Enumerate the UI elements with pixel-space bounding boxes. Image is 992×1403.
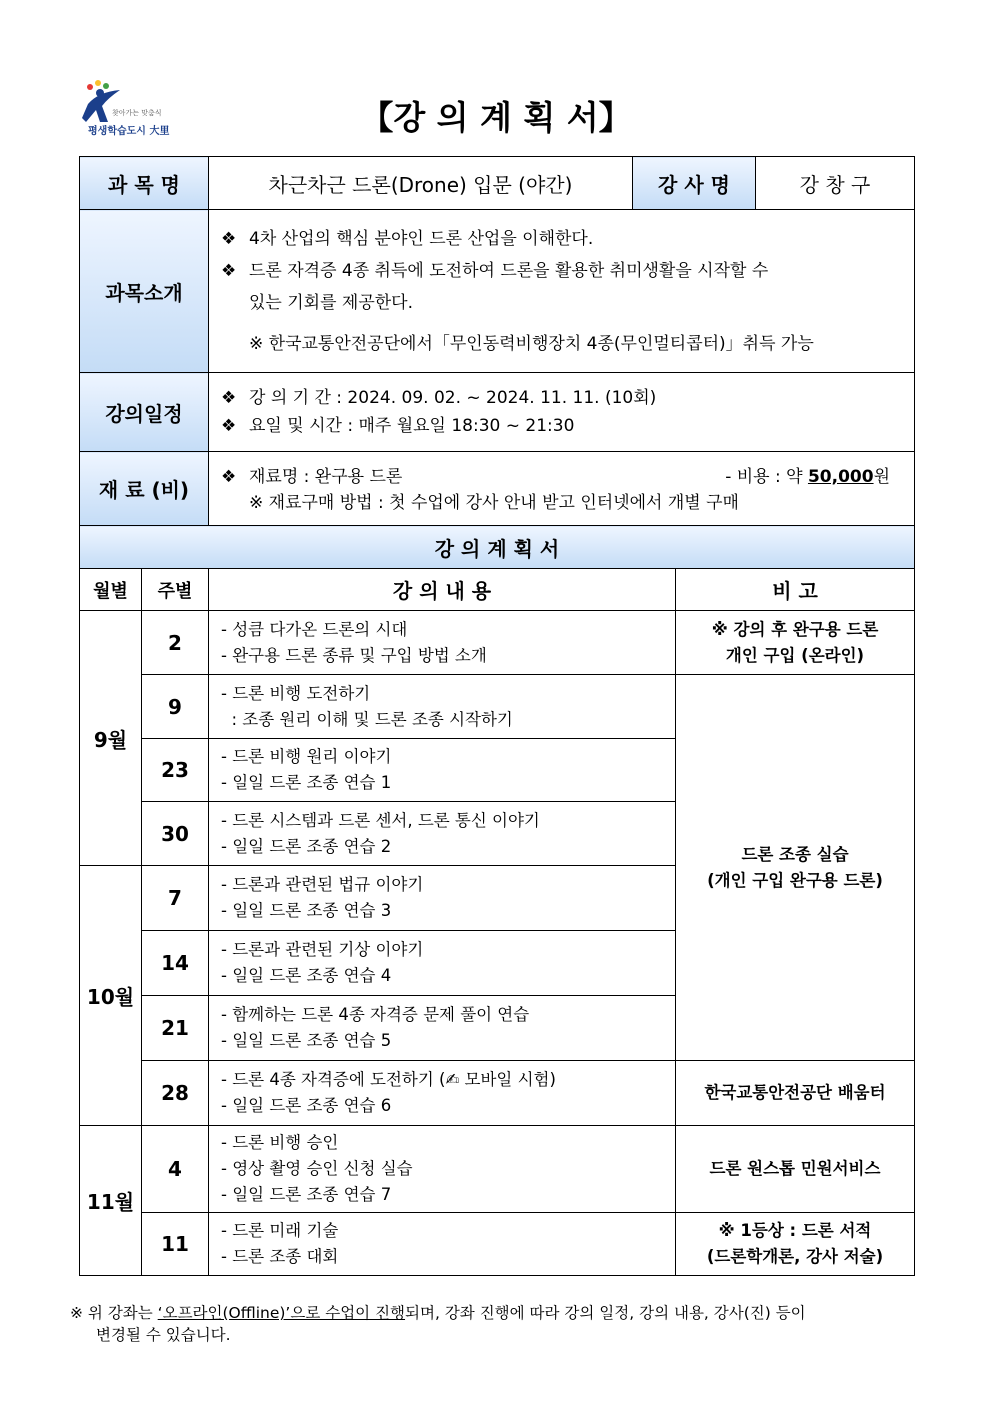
week-cell: 7	[142, 866, 209, 931]
table-row	[80, 1061, 915, 1126]
schedule-content: ❖ 강 의 기 간 : 2024. 09. 02. ~ 2024. 11. 11. (10회) ❖ 요일 및 시간 : 매주 월요일 18:30 ~ 21:30	[209, 373, 915, 452]
month-cell: 11월	[80, 1126, 142, 1276]
schedule-label: 강의일정	[80, 373, 209, 452]
instructor-value: 강 창 구	[756, 157, 915, 210]
footer-underlined: ‘오프라인(Offline)’으로 수업이 진행	[157, 1304, 406, 1322]
content-cell: - 드론 비행 승인 - 영상 촬영 승인 신청 실습 - 일일 드론 조종 연습 7	[209, 1126, 676, 1213]
material-label: 재 료 (비)	[80, 452, 209, 526]
col-week: 주별	[142, 569, 209, 611]
content-cell: - 함께하는 드론 4종 자격증 문제 풀이 연습 - 일일 드론 조종 연습 5	[209, 996, 676, 1061]
intro-bullet: ❖ 드론 자격증 4종 취득에 도전하여 드론을 활용한 취미생활을 시작할 수	[221, 255, 914, 287]
content-cell: - 드론 시스템과 드론 센서, 드론 통신 이야기 - 일일 드론 조종 연습 2	[209, 802, 676, 866]
intro-line-2b: 있는 기회를 제공한다.	[249, 293, 414, 313]
week-cell: 23	[142, 739, 209, 802]
material-note: ※ 재료구매 방법 : 첫 수업에 강사 안내 받고 인터넷에서 개별 구매	[249, 492, 739, 513]
material-content: ❖ 재료명 : 완구용 드론 - 비용 : 약 50,000원 ※ 재료구매 방법 : 첫 수업에 강사 안내 받고 인터넷에서 개별 구매	[209, 452, 915, 526]
intro-label: 과목소개	[80, 210, 209, 373]
week-cell: 2	[142, 611, 209, 675]
remark-cell: 한국교통안전공단 배움터	[676, 1061, 915, 1126]
subject-label: 과 목 명	[80, 157, 209, 210]
schedule-period: 강 의 기 간 : 2024. 09. 02. ~ 2024. 11. 11. (10회)	[249, 388, 657, 408]
intro-line-1: 4차 산업의 핵심 분야인 드론 산업을 이해한다.	[249, 229, 594, 249]
remark-cell: 드론 조종 실습 (개인 구입 완구용 드론)	[676, 675, 915, 1061]
footer-note: ※ 위 강좌는 ‘오프라인(Offline)’으로 수업이 진행되며, 강좌 진행에 따라 강의 일정, 강의 내용, 강사(진) 등이 변경될 수 있습니다.	[70, 1302, 920, 1346]
material-cost: - 비용 : 약 50,000원	[725, 466, 890, 487]
month-cell: 10월	[80, 866, 142, 1126]
content-cell: - 드론과 관련된 법규 이야기 - 일일 드론 조종 연습 3	[209, 866, 676, 931]
month-cell: 9월	[80, 611, 142, 866]
logo-slogan: 찾아가는 맞춤식	[112, 109, 162, 117]
week-cell: 28	[142, 1061, 209, 1126]
intro-bullet-cont	[221, 287, 914, 319]
instructor-label: 강 사 명	[633, 157, 756, 210]
content-cell: - 드론과 관련된 기상 이야기 - 일일 드론 조종 연습 4	[209, 931, 676, 996]
intro-bullet: ❖ 4차 산업의 핵심 분야인 드론 산업을 이해한다.	[221, 223, 914, 255]
logo-name: 평생학습도시 大里	[88, 126, 170, 137]
intro-note: ※ 한국교통안전공단에서「무인동력비행장치 4종(무인멀티콥터)」취득 가능	[249, 334, 814, 354]
course-info-table	[79, 156, 915, 569]
plan-table	[79, 568, 915, 1276]
remark-cell: 드론 원스톱 민원서비스	[676, 1126, 915, 1213]
week-cell: 9	[142, 675, 209, 739]
material-name: 재료명 : 완구용 드론	[249, 466, 403, 487]
remark-cell: ※ 강의 후 완구용 드론 개인 구입 (온라인)	[676, 611, 915, 675]
table-row	[80, 1126, 915, 1213]
table-row	[80, 611, 915, 675]
schedule-time: 요일 및 시간 : 매주 월요일 18:30 ~ 21:30	[249, 416, 575, 436]
content-cell: - 성큼 다가온 드론의 시대 - 완구용 드론 종류 및 구입 방법 소개	[209, 611, 676, 675]
remark-cell: ※ 1등상 : 드론 서적 (드론학개론, 강사 저술)	[676, 1213, 915, 1276]
footer-line-2: 변경될 수 있습니다.	[96, 1326, 231, 1344]
intro-content	[209, 210, 915, 373]
col-remark: 비 고	[676, 569, 915, 611]
week-cell: 21	[142, 996, 209, 1061]
col-month: 월별	[80, 569, 142, 611]
content-cell: - 드론 비행 원리 이야기 - 일일 드론 조종 연습 1	[209, 739, 676, 802]
week-cell: 11	[142, 1213, 209, 1276]
subject-value: 차근차근 드론(Drone) 입문 (야간)	[209, 157, 633, 210]
week-cell: 14	[142, 931, 209, 996]
document-title: 【강 의 계 획 서】	[360, 98, 632, 137]
content-cell: - 드론 비행 도전하기 : 조종 원리 이해 및 드론 조종 시작하기	[209, 675, 676, 739]
intro-line-2a: 드론 자격증 4종 취득에 도전하여 드론을 활용한 취미생활을 시작할 수	[249, 261, 769, 281]
content-cell: - 드론 4종 자격증에 도전하기 (✍ 모바일 시험) - 일일 드론 조종 연습 6	[209, 1061, 676, 1126]
table-row	[80, 1213, 915, 1276]
plan-section-title: 강 의 계 획 서	[80, 526, 915, 569]
col-content: 강 의 내 용	[209, 569, 676, 611]
week-cell: 4	[142, 1126, 209, 1213]
week-cell: 30	[142, 802, 209, 866]
content-cell: - 드론 미래 기술 - 드론 조종 대회	[209, 1213, 676, 1276]
table-row	[80, 675, 915, 739]
